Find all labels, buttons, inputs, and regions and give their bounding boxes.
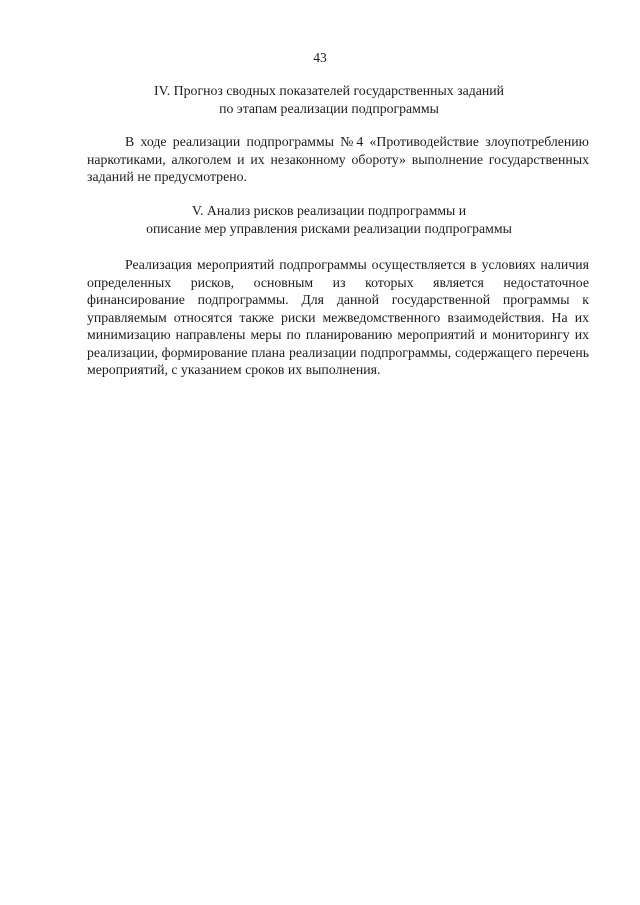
section-4-paragraph: В ходе реализации подпрограммы №4 «Противодействие злоупотреблению наркотиками, алкоголем и их незаконному обороту» выполнение государственных заданий не предусмотрено. [87,134,589,184]
section-5-heading-line-2: описание мер управления рисками реализации подпрограммы [146,220,512,236]
section-4-heading-line-2: по этапам реализации подпрограммы [219,100,439,116]
section-4-heading [70,82,588,117]
section-5-heading-line-1: V. Анализ рисков реализации подпрограммы и [191,203,467,218]
page-number: 43 [313,50,327,65]
section-5-heading [70,202,588,237]
section-4-heading-line-1: IV. Прогноз сводных показателей государственных заданий [154,83,504,98]
section-5-paragraph: Реализация мероприятий подпрограммы осуществляется в условиях наличия определенных рисков, основным из которых является недостаточное финансирование подпрограммы. Для данной государственной программы к управляемым относятся также риски межведомственного взаимодействия. На их минимизацию направлены меры по планированию мероприятий и мониторингу их реализации, формирование плана реализации подпрограммы, содержащего перечень мероприятий, с указанием сроков их выполнения. [87,257,589,377]
